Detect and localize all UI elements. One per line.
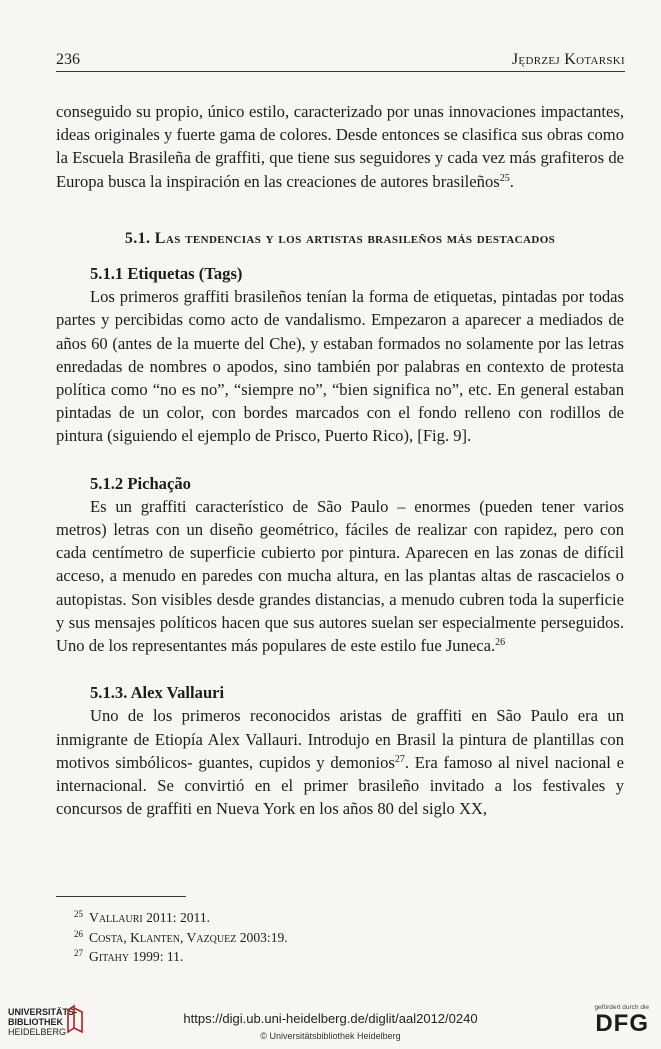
footnote-ref-25[interactable]: 25 (499, 172, 510, 184)
footnotes (56, 908, 288, 967)
dfg-logo[interactable]: gefördert durch die DFG (594, 1004, 649, 1037)
running-header (56, 49, 625, 72)
main-text (56, 100, 624, 820)
footnote-ref-26[interactable]: 26 (495, 637, 506, 649)
digitization-footer (0, 1000, 661, 1049)
footnote-rule (56, 896, 186, 897)
library-logo-text[interactable]: UNIVERSITÄTS- BIBLIOTHEK HEIDELBERG (8, 1007, 78, 1037)
paragraph-vallauri: Uno de los primeros reconocidos aristas de graffiti en São Paulo era un inmigrante de Etiopía Alex Vallauri. Introdujo en Brasil la pintura de plantillas con motivos simbólicos- guantes, cupidos y demonios$^{27}$. Era famoso al nivel nacional e internacional. Se convirtió en el primer brasileño invitado a los festivales y concursos de graffiti en Nueva York en los años 80 del siglo XX, (56, 706, 624, 819)
paragraph-continuation: conseguido su propio, único estilo, caracterizado por unas innovaciones impactantes, ideas originales y fuerte gama de colores. Desde entonces se clasifica sus obras como la Escuela Brasileña de graffiti, que tiene sus seguidores y cada vez más grafiteros de Europa busca la inspiración en las creaciones de autores brasileños$^{25}$. (56, 102, 624, 191)
footnote-ref-27[interactable]: 27 (394, 753, 405, 765)
footnote-27: $^{27}$ Gitahy 1999: 11. (74, 948, 184, 964)
permalink-url[interactable]: https://digi.ub.uni-heidelberg.de/diglit/aal2012/0240 (183, 1011, 478, 1026)
copyright-notice: © Universitätsbibliothek Heidelberg (260, 1031, 401, 1041)
subsection-heading-5-1-2: 5.1.2 Pichação (90, 473, 191, 493)
paragraph-etiquetas: Los primeros graffiti brasileños tenían la forma de etiquetas, pintadas por todas partes y percibidas como acto de vandalismo. Empezaron a aparecer a mediados de años 60 (antes de la muerte del Che), y estaban formados no solamente por las letras enredadas de nombres o apodos, sino también por palabras en contexto de protesta política como “no es no”, “siempre no”, “bien significa no”, etc. En general estaban pintadas de un color, con bordes marcados con el fondo relleno con rodillos de pintura (siguiendo el ejemplo de Prisco, Puerto Rico), [Fig. 9]. (56, 287, 624, 446)
page-number: 236 (56, 51, 80, 68)
running-author: Jędrzej Kotarski (511, 51, 625, 68)
section-heading-5-1: 5.1. Las tendencias y los artistas brasileños más destacados (124, 229, 556, 247)
subsection-heading-5-1-3: 5.1.3. Alex Vallauri (90, 683, 225, 703)
subsection-heading-5-1-1: 5.1.1 Etiquetas (Tags) (90, 264, 243, 284)
footnote-25: $^{25}$ Vallauri 2011: 2011. (74, 909, 211, 925)
paragraph-pichacao: Es un graffiti característico de São Paulo – enormes (pueden tener varios metros) letras con un diseño geométrico, fáciles de realizar con rapidez, pero con cada centímetro de superficie cubierto por pintura. Aparecen en las zonas de difícil acceso, a menudo en paredes con mucha altura, en las plantas altas de rascacielos o autopistas. Son visibles desde grandes distancias, a menudo cubren toda la superficie y sus mensajes políticos hacen que sus autores suelan ser especialmente perseguidos. Uno de los representantes más populares de este estilo fue Juneca.$^{26}$ (56, 496, 624, 656)
footnote-26: $^{26}$ Costa, Klanten, Vazquez 2003:19. (74, 928, 288, 945)
